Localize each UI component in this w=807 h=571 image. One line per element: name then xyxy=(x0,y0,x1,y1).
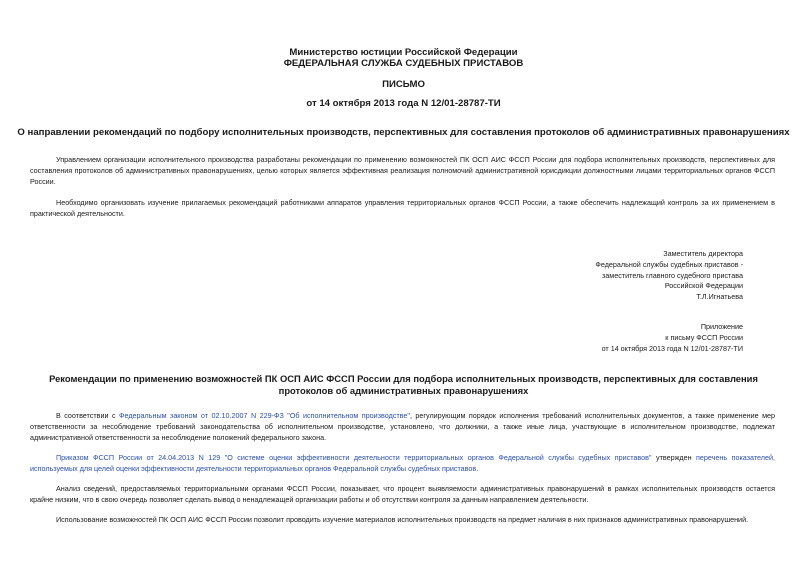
document-subject: О направлении рекомендаций по подбору исполнительных производств, перспективных для составления протоколов об административных правонарушениях xyxy=(17,127,790,138)
recommendations-title: Рекомендации по применению возможностей ПК ОСП АИС ФССП России для подбора исполнительных производств, перспективных для составления протоколов об административных правонарушениях xyxy=(49,373,758,396)
body-paragraph xyxy=(30,198,775,220)
paragraph-text: , регулирующим порядок исполнения требований исполнительных документов, а также применение мер ответственности за несоблюдение требований законодательства об исполнительном производстве, установлено, что должники, а также иные лица, участвующие в исполнительном производстве, подлежат административной ответственности за несоблюдение положений федерального закона. xyxy=(30,411,776,442)
recommendations-paragraph xyxy=(30,515,775,526)
appendix-line: к письму ФССП России xyxy=(665,332,743,342)
federal-law-link[interactable]: Федеральным законом от 02.10.2007 N 229-ФЗ "Об исполнительном производстве" xyxy=(119,411,410,420)
paragraph-text: утвержден xyxy=(651,453,697,462)
appendix-line: Приложение xyxy=(700,322,743,331)
paragraph-text: Анализ сведений, предоставляемых территориальными органами ФССП России, показывает, что процент выявляемости административных правонарушений в рамках исполнительных производств остается крайне низким, что в свою очередь позволяет сделать вывод о ненадлежащей организации работы и об отсутствии контроля за данным направлением деятельности. xyxy=(30,484,775,504)
body-paragraph-text: Необходимо организовать изучение прилагаемых рекомендаций работниками аппаратов управления территориальных органов ФССП России, а также обеспечить надлежащий контроль за их применением в практической деятельности. xyxy=(30,198,775,218)
document-type: ПИСЬМО xyxy=(382,79,425,90)
service-title: ФЕДЕРАЛЬНАЯ СЛУЖБА СУДЕБНЫХ ПРИСТАВОВ xyxy=(283,58,524,69)
paragraph-text: . xyxy=(476,463,479,473)
signature-line: заместитель главного судебного пристава xyxy=(602,270,743,280)
appendix-block xyxy=(602,322,743,354)
recommendations-paragraph xyxy=(30,411,775,443)
order-link[interactable]: Приказом ФССП России от 24.04.2013 N 129 "О системе оценки эффективности деятельности территориальных органов Федеральной службы судебных приставов" xyxy=(56,453,652,462)
signature-line: Российской Федерации xyxy=(664,281,743,291)
signature-line: Заместитель директора xyxy=(663,249,743,258)
paragraph-text: Использование возможностей ПК ОСП АИС ФССП России позволит проводить изучение материалов исполнительных производств на предмет наличия в них признаков административных правонарушений. xyxy=(56,515,749,524)
ministry-title: Министерство юстиции Российской Федерации xyxy=(289,47,518,58)
paragraph-text: В соответствии с xyxy=(56,411,120,420)
signature-line: Федеральной службы судебных приставов - xyxy=(595,259,743,269)
signature-name: Т.Л.Игнатьева xyxy=(696,292,743,302)
signature-block xyxy=(595,249,743,303)
recommendations-paragraph xyxy=(30,453,775,475)
body-paragraph xyxy=(30,155,775,187)
recommendations-paragraph xyxy=(30,484,775,506)
document-date-number: от 14 октября 2013 года N 12/01-28787-ТИ xyxy=(306,98,501,109)
body-paragraph-text: Управлением организации исполнительного производства разработаны рекомендации по применению возможностей ПК ОСП АИС ФССП России для подбора исполнительных производств, перспективных для составления протоколов об административных правонарушениях, целью которых является эффективная реализация полномочий административной юрисдикции должностными лицами территориальных органов ФССП России. xyxy=(30,155,775,186)
appendix-line: от 14 октября 2013 года N 12/01-28787-ТИ xyxy=(601,343,743,353)
indicators-list-link[interactable]: перечень показателей, используемых для целей оценки эффективности деятельности территориальных органов Федеральной службы судебных приставов xyxy=(30,453,775,473)
